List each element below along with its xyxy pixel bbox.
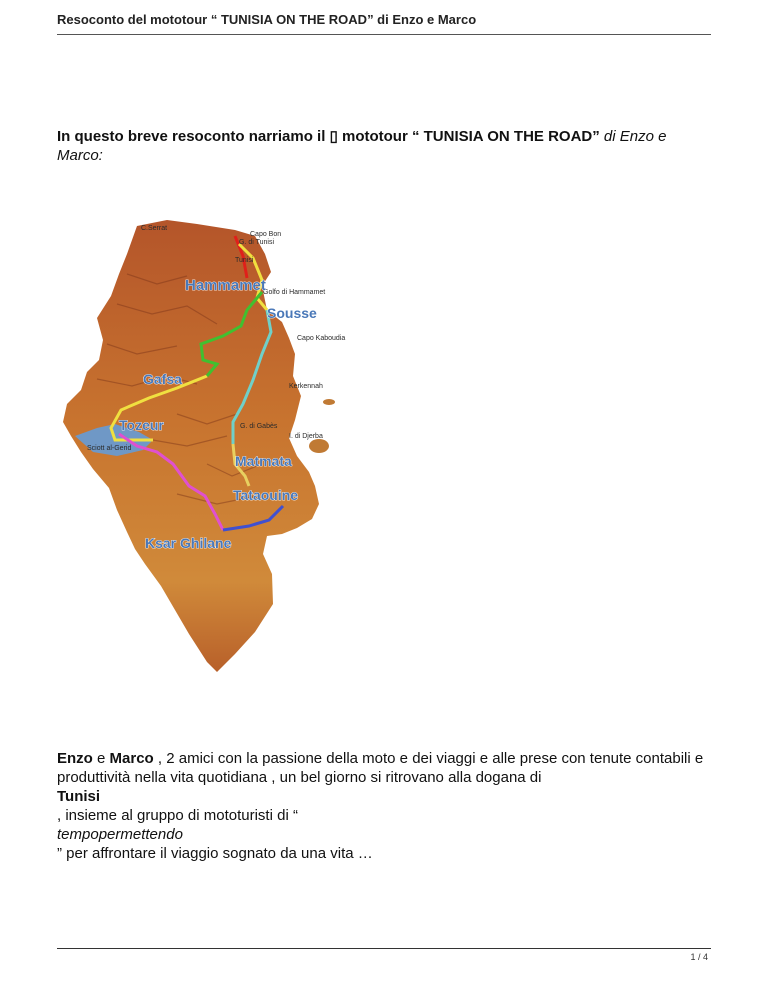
tunisia-route-map: [57, 214, 347, 674]
map-label-ksar-ghilane: Ksar Ghilane: [145, 535, 232, 551]
map-label-kerkennah: Kerkennah: [289, 383, 323, 390]
map-label-gafsa: Gafsa: [143, 371, 182, 387]
body-text-line5: ” per affrontare il viaggio sognato da una vita …: [57, 845, 373, 862]
map-label-matmata: Matmata: [235, 453, 292, 469]
map-label-c-serrat: C.Serrat: [141, 225, 168, 232]
header-divider: [57, 34, 711, 35]
name-enzo: Enzo: [57, 750, 93, 767]
page-number: 1 / 4: [690, 952, 708, 962]
footer-divider: [57, 948, 711, 949]
map-label-capo-bon: Capo Bon: [250, 231, 282, 238]
map-label-capo-kaboudia: Capo Kaboudia: [297, 335, 346, 342]
place-tunisi: Tunisi: [57, 788, 101, 805]
name-marco: Marco: [109, 750, 154, 767]
djerba-island: [309, 439, 329, 453]
map-label-tataouine: Tataouine: [233, 487, 299, 503]
intro-italic-text: di Enzo e Marco:: [57, 128, 667, 164]
map-label-tozeur: Tozeur: [119, 417, 164, 433]
body-text-line1: , 2 amici con la passione della moto e dei viaggi e alle prese con tenute contabili e produttività nella vita quotidiana , un bel giorno si ritrovano alla dogana di: [57, 750, 704, 786]
map-label-tunisi: Tunisi: [235, 257, 254, 264]
map-label-hammamet: Hammamet: [185, 277, 266, 294]
body-paragraph: [57, 749, 747, 863]
page-header-title: Resoconto del mototour “ TUNISIA ON THE ROAD” di Enzo e Marco: [57, 12, 477, 27]
group-tempopermettendo: tempopermettendo: [57, 826, 183, 843]
map-label-golfo-hammamet: Golfo di Hammamet: [263, 289, 326, 296]
map-label-g-gabes: G. di Gabès: [240, 423, 278, 430]
map-label-djerba: I. di Djerba: [289, 433, 323, 440]
body-text-line3: , insieme al gruppo di mototuristi di “: [57, 807, 298, 824]
map-label-sousse: Sousse: [267, 305, 317, 321]
map-label-g-tunisi: G. di Tunisi: [239, 239, 275, 246]
map-label-sciott: Sciott al-Gerid: [87, 445, 132, 452]
body-text-and: e: [92, 750, 110, 767]
kerkennah-island: [323, 399, 335, 405]
intro-paragraph: [57, 127, 707, 165]
intro-bold-text: In questo breve resoconto narriamo il ▯ mototour “ TUNISIA ON THE ROAD”: [57, 128, 600, 145]
